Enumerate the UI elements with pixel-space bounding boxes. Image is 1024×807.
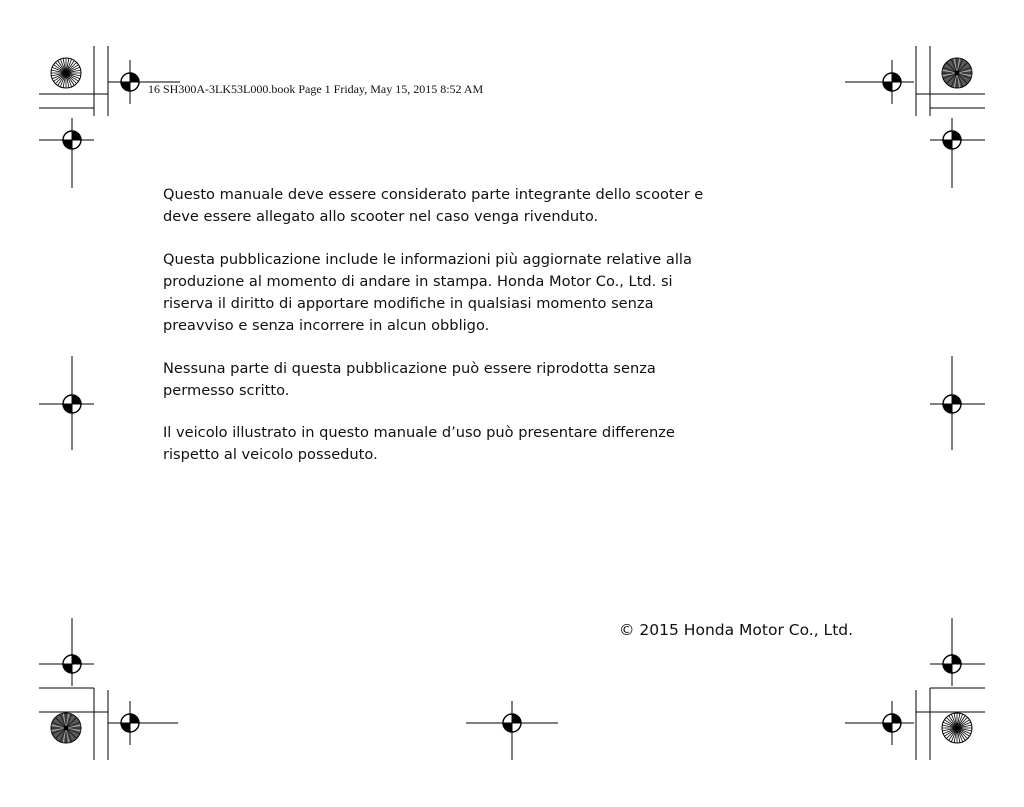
registration-mark-top-left-v [50, 118, 94, 162]
registration-mark-top-left-h [108, 60, 152, 104]
paragraph-latest-information: Questa pubblicazione include le informazioni più aggiornate relative alla produzione al momento di andare in stampa. Honda Motor Co., Ltd. si riserva il diritto di apportare modifiche in qualsiasi momento senza preavviso e senza incorrere in alcun obbligo. [163, 251, 692, 334]
book-file-header: 16 SH300A-3LK53L000.book Page 1 Friday, May 15, 2015 8:52 AM [148, 82, 484, 96]
color-bar-star-top-left [51, 58, 81, 88]
color-bar-star-top-right [942, 58, 972, 88]
registration-mark-top-right-h [870, 60, 914, 104]
paragraph-vehicle-differences: Il veicolo illustrato in questo manuale d’uso può presentare differenze rispetto al veicolo posseduto. [163, 424, 675, 463]
paragraph-integral-part: Questo manuale deve essere considerato parte integrante dello scooter e deve essere allegato allo scooter nel caso venga rivenduto. [163, 186, 704, 225]
registration-mark-top-right-v [930, 118, 974, 162]
copyright-notice: © 2015 Honda Motor Co., Ltd. [619, 621, 854, 639]
color-bar-star-bottom-left [51, 713, 81, 743]
registration-mark-bottom-right-v [930, 642, 974, 686]
registration-mark-bottom-left-v [50, 642, 94, 686]
registration-mark-bottom-center [490, 701, 534, 745]
color-bar-star-bottom-right [942, 713, 972, 743]
paragraph-reproduction-notice: Nessuna parte di questa pubblicazione può essere riprodotta senza permesso scritto. [163, 360, 656, 399]
registration-mark-bottom-right-h [870, 701, 914, 745]
registration-mark-bottom-left-h [108, 701, 152, 745]
